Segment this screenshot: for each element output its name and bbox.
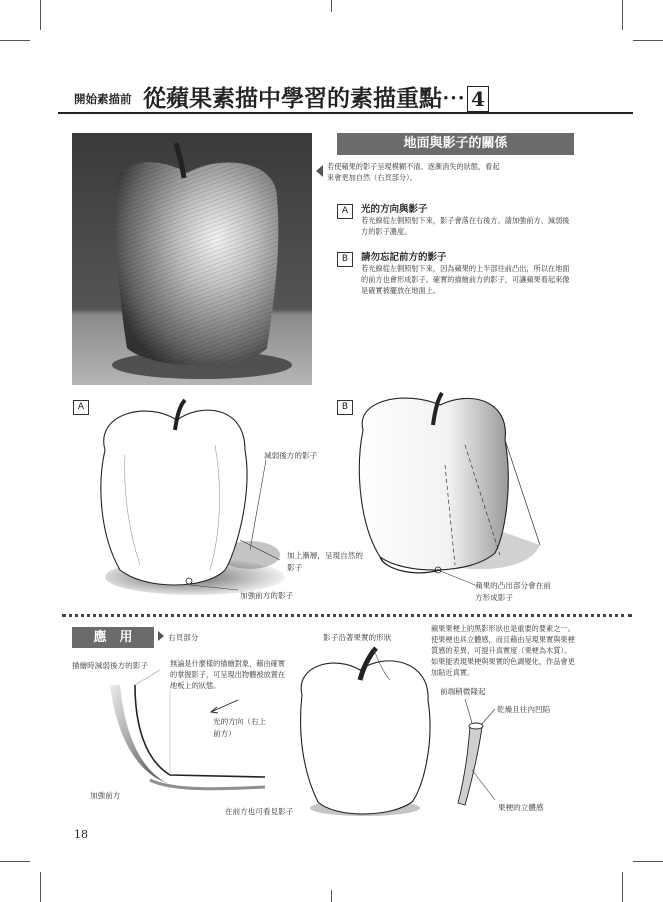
point-a-letter: A xyxy=(337,204,353,219)
label-protrude-text: 蘋果的凸出部分會在前方形成影子 xyxy=(475,581,551,602)
page-title xyxy=(143,80,489,113)
application-note: 右頁部分 xyxy=(168,633,199,642)
figure-b-letter: B xyxy=(337,400,353,415)
section-title: 地面與影子的關係 xyxy=(337,133,574,155)
label-follow-shape: 影子沿著果實的形狀 xyxy=(323,633,392,642)
header-rule xyxy=(58,112,633,114)
label-stem-dent: 乾燥且往內凹陷 xyxy=(497,705,551,714)
point-b-title: 請勿忘記前方的影子 xyxy=(361,252,447,263)
chapter-label: 開始素描前 xyxy=(74,92,132,106)
label-protrude xyxy=(475,580,555,604)
apple-photo xyxy=(72,133,312,385)
application-title: 應 用 xyxy=(72,627,154,648)
label-weaken-back: 減弱後方的影子 xyxy=(264,451,318,460)
point-a-text: 若光線從左側照射下來，影子會落在右後方。請加強前方、減弱後方的影子濃度。 xyxy=(361,216,570,236)
label-gradient-text: 加上漸層，呈現自然的影子 xyxy=(287,551,363,572)
light-direction xyxy=(213,716,273,740)
label-front-shadow: 在前方也可看見影子 xyxy=(225,807,294,816)
title-number: 4 xyxy=(467,86,489,112)
label-weaken-application: 描繪時減弱後方的影子 xyxy=(72,661,148,670)
point-a-title: 光的方向與影子 xyxy=(361,204,428,215)
point-b-letter: B xyxy=(337,252,353,267)
label-strengthen: 加強前方 xyxy=(90,791,121,800)
dotted-divider xyxy=(62,614,632,617)
label-strengthen-front: 加強前方的影子 xyxy=(240,591,294,600)
light-arrow-icon xyxy=(208,698,240,716)
figure-b-drawing xyxy=(345,385,545,585)
page-number: 18 xyxy=(74,828,88,841)
page-title-text: 從蘋果素描中學習的素描重點⋯ xyxy=(143,85,465,112)
application-apple xyxy=(290,640,440,820)
section-intro: 若使蘋果的影子呈現模糊不清、逐漸消失的狀態，看起來會更加自然（右頁部分）。 xyxy=(327,162,500,182)
label-stem-3d: 果梗的立體感 xyxy=(498,803,544,812)
triangle-icon xyxy=(316,165,323,177)
application-body: 無論是什麼樣的描繪對象，藉由確實的掌握影子，可呈現出物體被放置在地板上的狀態。 xyxy=(170,659,286,690)
triangle-icon xyxy=(158,631,164,641)
light-direction-text: 光的方向（右上前方） xyxy=(213,717,267,738)
leader-lines-a xyxy=(180,455,340,605)
point-b-text: 若光線從左側照射下來，因為蘋果的上半部往前凸出，所以在地面的前方也會形成影子。確實的描繪前方的影子，可讓蘋果看起來像是確實被擺放在地面上。 xyxy=(361,264,570,295)
label-stem-top: 前端稍微隆起 xyxy=(440,687,486,696)
stem-text: 蘋果果梗上的黑影形狀也是重要的要素之一。使果梗也具立體感，而且藉由呈現果實與果梗質感的差異，可提升真實度（果梗為木質）。如果能表現果梗與果實的色調變化，作品會更加貼近真實。 xyxy=(431,624,575,677)
stem-drawing xyxy=(450,695,510,810)
figure-a-letter: A xyxy=(73,400,89,415)
